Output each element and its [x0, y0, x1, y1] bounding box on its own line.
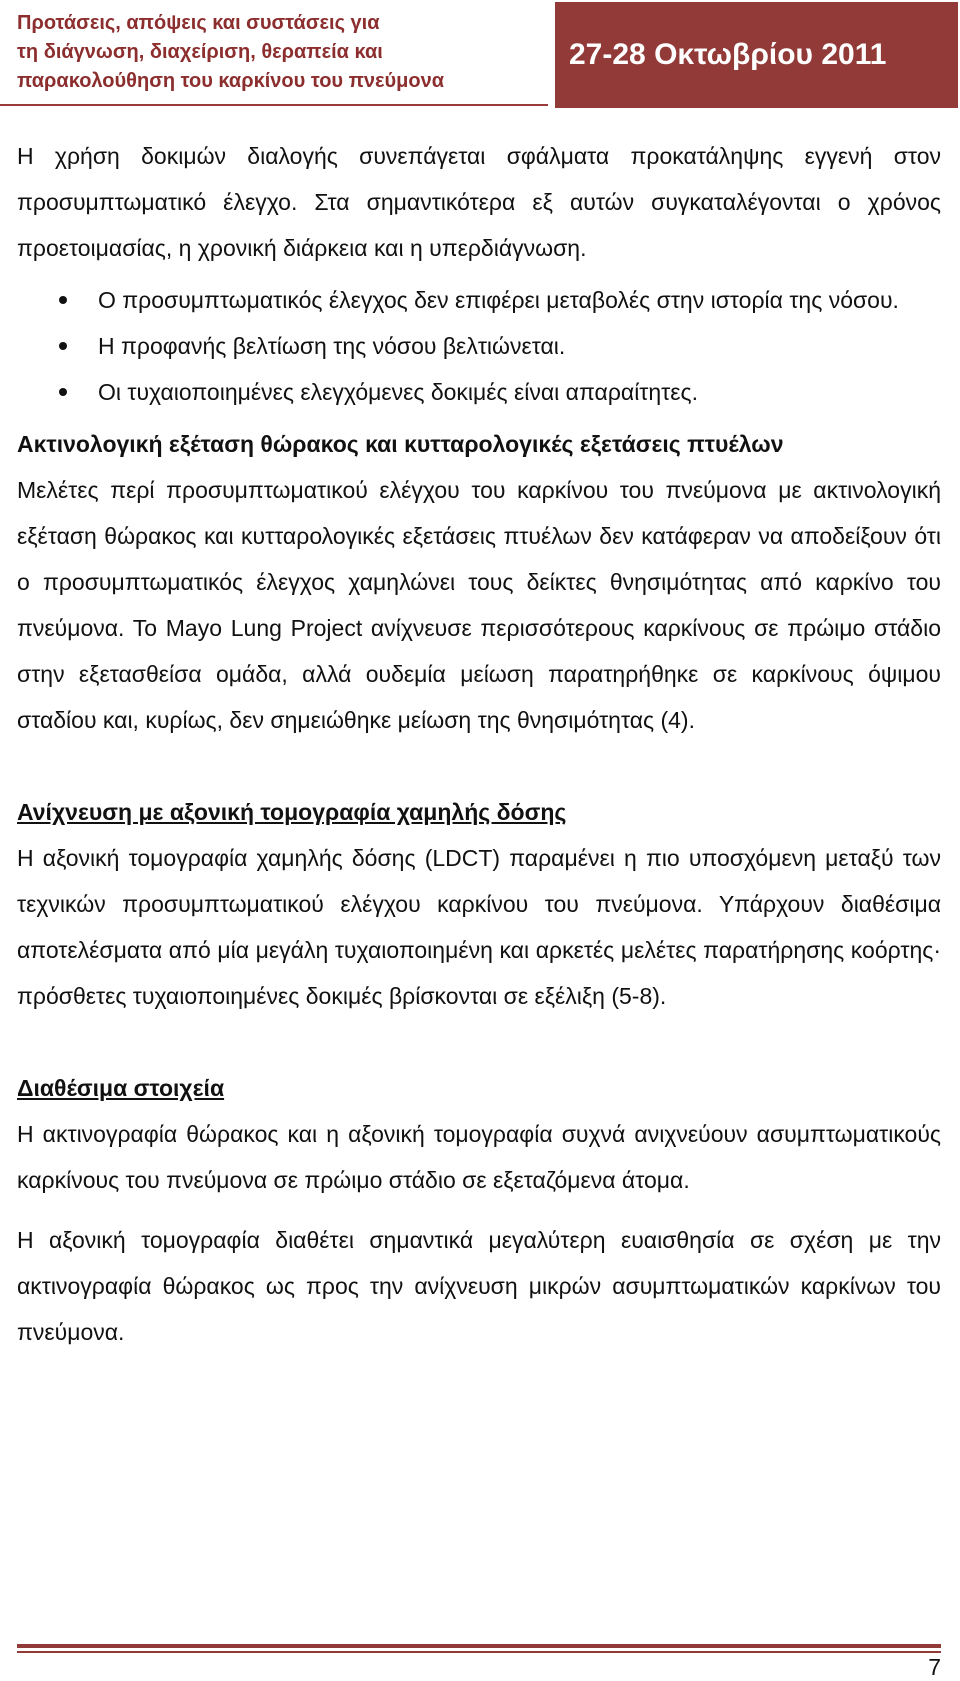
- page-header: [0, 0, 960, 110]
- intro-bullet-list: [17, 277, 941, 415]
- section-paragraph: Η ακτινογραφία θώρακος και η αξονική τομογραφία συχνά ανιχνεύουν ασυμπτωματικούς καρκίνους του πνεύμονα σε πρώιμο στάδιο σε εξεταζόμενα άτομα.: [17, 1121, 941, 1193]
- list-item-text: Ο προσυμπτωματικός έλεγχος δεν επιφέρει μεταβολές στην ιστορία της νόσου.: [98, 287, 899, 313]
- section-heading-available-evidence: Διαθέσιμα στοιχεία: [17, 1075, 225, 1101]
- page-number: 7: [928, 1654, 941, 1680]
- bullet-icon: [59, 296, 67, 304]
- section-heading-chest-xray: Ακτινολογική εξέταση θώρακος και κυτταρολογικές εξετάσεις πτυέλων: [17, 431, 784, 457]
- page-body: [17, 133, 941, 1355]
- spacer: [17, 1019, 941, 1065]
- list-item: [17, 369, 941, 415]
- intro-paragraph: Η χρήση δοκιμών διαλογής συνεπάγεται σφάλματα προκατάληψης εγγενή στον προσυμπτωματικό έλεγχο. Στα σημαντικότερα εξ αυτών συγκαταλέγονται ο χρόνος προετοιμασίας, η χρονική διάρκεια και η υπερδιάγνωση.: [17, 143, 941, 261]
- section-paragraph: Η αξονική τομογραφία διαθέτει σημαντικά μεγαλύτερη ευαισθησία σε σχέση με την ακτινογραφία θώρακος ως προς την ανίχνευση μικρών ασυμπτωματικών καρκίνων του πνεύμονα.: [17, 1227, 941, 1345]
- list-item: [17, 277, 941, 323]
- document-title-line: παρακολούθηση του καρκίνου του πνεύμονα: [17, 70, 445, 92]
- bullet-icon: [59, 388, 67, 396]
- date-banner: [555, 2, 958, 108]
- footer-rule-thin: [17, 1651, 941, 1653]
- footer-divider: [17, 1644, 941, 1653]
- event-date: 27-28 Οκτωβρίου 2011: [569, 38, 887, 71]
- document-title-line: τη διάγνωση, διαχείριση, θεραπεία και: [17, 41, 383, 63]
- list-item-text: Οι τυχαιοποιημένες ελεγχόμενες δοκιμές είναι απαραίτητες.: [98, 379, 698, 405]
- section-paragraph: Η αξονική τομογραφία χαμηλής δόσης (LDCT) παραμένει η πιο υποσχόμενη μεταξύ των τεχνικών προσυμπτωματικού ελέγχου καρκίνου του πνεύμονα. Υπάρχουν διαθέσιμα αποτελέσματα από μία μεγάλη τυχαιοποιημένη και αρκετές μελέτες παρατήρησης κοόρτης· πρόσθετες τυχαιοποιημένες δοκιμές βρίσκονται σε εξέλιξη (5-8).: [17, 845, 941, 1009]
- list-item-text: Η προφανής βελτίωση της νόσου βελτιώνεται.: [98, 333, 566, 359]
- bullet-icon: [59, 342, 67, 350]
- spacer: [17, 743, 941, 789]
- footer-rule-thick: [17, 1644, 941, 1648]
- document-title-block: [0, 0, 548, 106]
- section-paragraph: Μελέτες περί προσυμπτωματικού ελέγχου του καρκίνου του πνεύμονα με ακτινολογική εξέταση θώρακος και κυτταρολογικές εξετάσεις πτυέλων δεν κατάφεραν να αποδείξουν ότι ο προσυμπτωματικός έλεγχος χαμηλώνει τους δείκτες θνησιμότητας από καρκίνο του πνεύμονα. Το Mayo Lung Project ανίχνευσε περισσότερους καρκίνους σε πρώιμο στάδιο στην εξετασθείσα ομάδα, αλλά ουδεμία μείωση παρατηρήθηκε σε καρκίνους όψιμου σταδίου και, κυρίως, δεν σημειώθηκε μείωση της θνησιμότητας (4).: [17, 477, 941, 733]
- document-title-line: Προτάσεις, απόψεις και συστάσεις για: [17, 12, 380, 34]
- section-heading-ldct: Ανίχνευση με αξονική τομογραφία χαμηλής δόσης: [17, 799, 567, 825]
- spacer: [17, 1203, 941, 1217]
- list-item: [17, 323, 941, 369]
